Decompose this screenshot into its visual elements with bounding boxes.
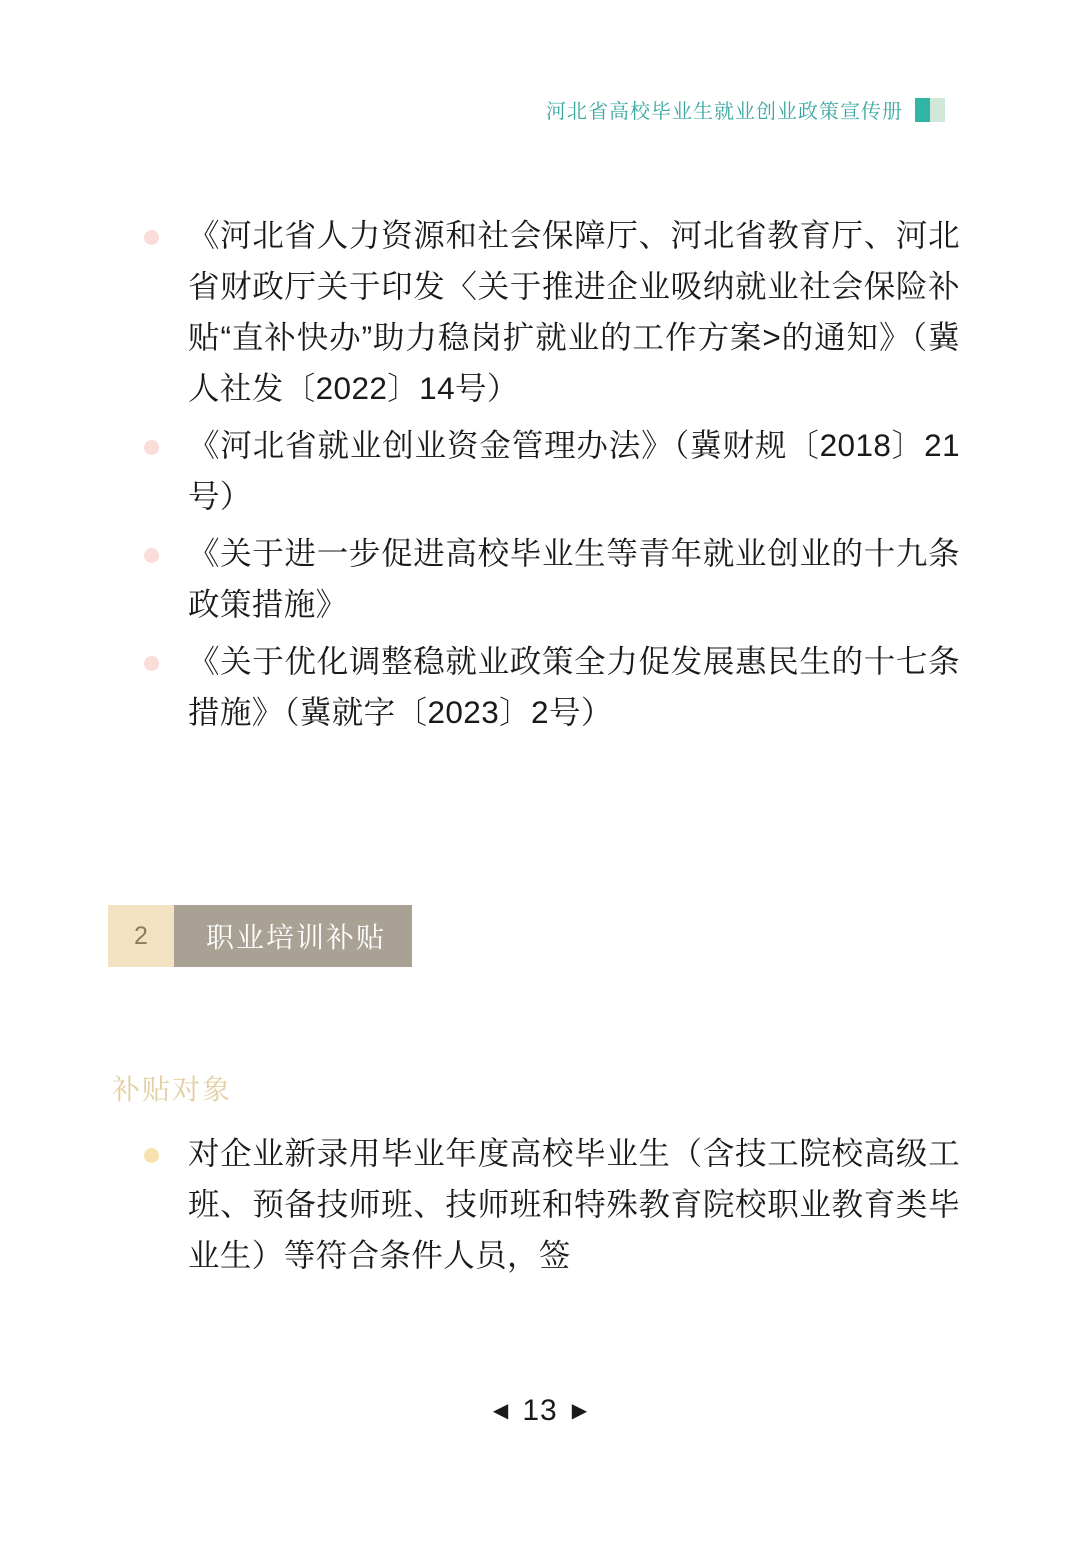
list-item: 《河北省人力资源和社会保障厅、河北省教育厅、河北省财政厅关于印发〈关于推进企业吸纳就业社会保险补贴“直补快办”助力稳岗扩就业的工作方案>的通知》（冀人社发〔2022〕14号） bbox=[130, 210, 960, 414]
section-banner bbox=[108, 905, 412, 967]
next-page-icon[interactable]: ▶ bbox=[571, 1400, 588, 1422]
header-color-block-icon bbox=[915, 98, 945, 122]
page-header bbox=[0, 95, 1080, 124]
list-item: 对企业新录用毕业年度高校毕业生（含技工院校高级工班、预备技师班、技师班和特殊教育院校职业教育类毕业生）等符合条件人员，签 bbox=[130, 1128, 960, 1281]
policy-reference-section bbox=[0, 210, 1080, 744]
section-title: 职业培训补贴 bbox=[174, 905, 412, 967]
page-footer bbox=[0, 1394, 1080, 1428]
section-number: 2 bbox=[108, 905, 174, 967]
previous-page-icon[interactable]: ◀ bbox=[492, 1400, 509, 1422]
list-item: 《关于优化调整稳就业政策全力促发展惠民生的十七条措施》（冀就字〔2023〕2号） bbox=[130, 636, 960, 738]
subsection-content bbox=[0, 1128, 1080, 1287]
page-number: 13 bbox=[522, 1394, 558, 1427]
header-title: 河北省高校毕业生就业创业政策宣传册 bbox=[546, 101, 903, 123]
list-item: 《关于进一步促进高校毕业生等青年就业创业的十九条政策措施》 bbox=[130, 528, 960, 630]
subsection-heading: 补贴对象 bbox=[112, 1074, 233, 1105]
subsidy-target-list bbox=[130, 1128, 960, 1281]
list-item: 《河北省就业创业资金管理办法》（冀财规〔2018〕21号） bbox=[130, 420, 960, 522]
policy-list bbox=[130, 210, 960, 738]
